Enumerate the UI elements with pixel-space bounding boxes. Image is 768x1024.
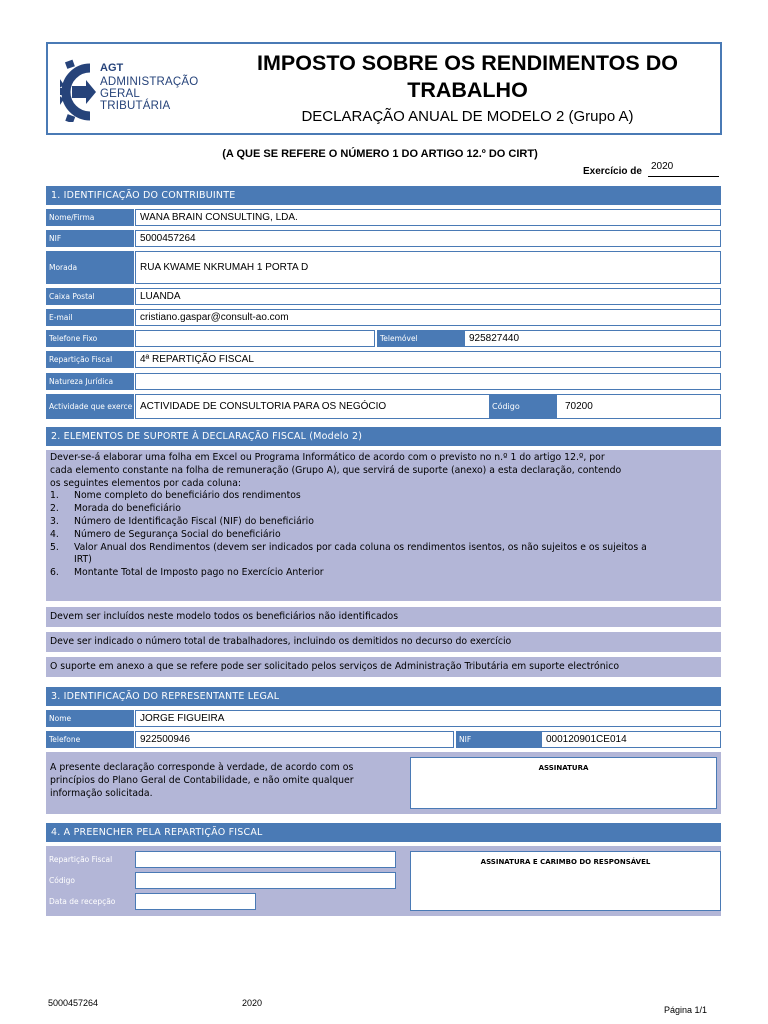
section-1-header: 1. IDENTIFICAÇÃO DO CONTRIBUINTE	[46, 186, 721, 205]
list-item: 4. Número de Segurança Social do beneficiário	[50, 528, 281, 540]
email-label: E-mail	[46, 309, 134, 326]
tax-office-label: Repartição Fiscal	[46, 351, 134, 368]
phone-label: Telefone Fixo	[46, 330, 134, 347]
exercise-label: Exercício de	[583, 166, 642, 177]
postal-box-label: Caixa Postal	[46, 288, 134, 305]
footer-nif: 5000457264	[48, 998, 99, 1008]
activity-label: Actividade que exerce	[46, 394, 134, 419]
office-use-tax-office-field[interactable]	[135, 851, 396, 868]
section-4-header: 4. A PREENCHER PELA REPARTIÇÃO FISCAL	[46, 823, 721, 842]
page-title: IMPOSTO SOBRE OS RENDIMENTOS DO TRABALHO	[257, 51, 678, 102]
code-label: Código	[489, 395, 557, 418]
gear-icon	[60, 58, 100, 122]
email-field[interactable]: cristiano.gaspar@consult-ao.com	[135, 309, 721, 326]
office-use-code-label: Código	[49, 876, 76, 885]
exercise-year[interactable]: 2020	[651, 161, 674, 172]
exercise-underline	[648, 176, 719, 177]
list-item: 3. Número de Identificação Fiscal (NIF) do beneficiário	[50, 515, 314, 527]
name-field[interactable]: WANA BRAIN CONSULTING, LDA.	[135, 209, 721, 226]
rep-phone-label: Telefone	[46, 731, 134, 748]
list-item: 1. Nome completo do beneficiário dos rendimentos	[50, 490, 301, 502]
name-label: Nome/Firma	[46, 209, 134, 226]
tax-office-field[interactable]: 4ª REPARTIÇÃO FISCAL	[135, 351, 721, 368]
address-label: Morada	[46, 251, 134, 284]
address-field[interactable]: RUA KWAME NKRUMAH 1 PORTA D	[135, 251, 721, 284]
signature-label: ASSINATURA	[538, 764, 589, 772]
declaration-text: A presente declaração corresponde à verdade, de acordo com os princípios do Plano Geral de Contabilidade, e não omite qualquer informação solicitada.	[50, 762, 354, 799]
phone-field[interactable]	[135, 330, 375, 347]
logo-org-name: ADMINISTRAÇÃO GERAL TRIBUTÁRIA	[100, 76, 199, 112]
article-reference: (A QUE SE REFERE O NÚMERO 1 DO ARTIGO 12.º DO CIRT)	[222, 148, 538, 160]
responsible-signature-box[interactable]	[410, 851, 721, 911]
section-2-header: 2. ELEMENTOS DE SUPORTE À DECLARAÇÃO FISCAL (Modelo 2)	[46, 427, 721, 446]
legal-nature-label: Natureza Jurídica	[46, 373, 134, 390]
office-use-code-field[interactable]	[135, 872, 396, 889]
activity-field[interactable]: ACTIVIDADE DE CONSULTORIA PARA OS NEGÓCIO	[135, 394, 721, 419]
responsible-signature-label: ASSINATURA E CARIMBO DO RESPONSÁVEL	[480, 858, 651, 866]
rep-name-field[interactable]: JORGE FIGUEIRA	[135, 710, 721, 727]
logo-acronym: AGT	[100, 62, 124, 74]
list-item: 5. Valor Anual dos Rendimentos (devem ser indicados por cada coluna os rendimentos isentos, os não sujeitos e os sujeitos a	[50, 541, 647, 553]
mobile-label: Telemóvel	[377, 330, 464, 347]
note-total-workers: Deve ser indicado o número total de trabalhadores, incluindo os demitidos no decurso do exercício	[46, 632, 721, 652]
list-item: IRT)	[74, 554, 92, 566]
code-field[interactable]: 70200	[561, 396, 661, 417]
list-item: 6. Montante Total de Imposto pago no Exercício Anterior	[50, 567, 324, 579]
rep-nif-label: NIF	[456, 731, 541, 748]
section-3-header: 3. IDENTIFICAÇÃO DO REPRESENTANTE LEGAL	[46, 687, 721, 706]
page-number: Página 1/1	[664, 1005, 708, 1015]
rep-nif-field[interactable]: 000120901CE014	[541, 731, 721, 748]
rep-name-label: Nome	[46, 710, 134, 727]
rep-phone-field[interactable]: 922500946	[135, 731, 454, 748]
nif-label: NIF	[46, 230, 134, 247]
note-unidentified-beneficiaries: Devem ser incluídos neste modelo todos os beneficiários não identificados	[46, 607, 721, 627]
nif-field[interactable]: 5000457264	[135, 230, 721, 247]
list-item: 2. Morada do beneficiário	[50, 503, 181, 515]
office-use-tax-office-label: Repartição Fiscal	[49, 855, 113, 864]
signature-box[interactable]	[410, 757, 717, 809]
mobile-field[interactable]: 925827440	[464, 330, 721, 347]
legal-nature-field[interactable]	[135, 373, 721, 390]
footer-year: 2020	[242, 998, 263, 1008]
reception-date-label: Data de recepção	[49, 897, 116, 906]
reception-date-field[interactable]	[135, 893, 256, 910]
note-electronic-support: O suporte em anexo a que se refere pode ser solicitado pelos serviços de Administração Tributária em suporte electrónico	[46, 657, 721, 677]
postal-box-field[interactable]: LUANDA	[135, 288, 721, 305]
support-instructions: Dever-se-á elaborar uma folha em Excel ou Programa Informático de acordo com o previsto no n.º 1 do artigo 12.º, por cada elemento constante na folha de remuneração (Grupo A), que servirá de suporte (anexo) a esta declaração, contendo os seguintes elementos por cada coluna: 1. Nome completo do beneficiário dos rendimentos 2. Morada do beneficiário 3. Número de Identificação Fiscal (NIF) do beneficiário 4. Número de Segurança Social do beneficiário 5. Valor Anual dos Rendimentos (devem ser indicados por cada coluna os rendimentos isentos, os não sujeitos e os sujeitos a IRT) 6. Montante Total de Imposto pago no Exercício Anterior	[46, 450, 721, 601]
agt-logo	[60, 56, 210, 126]
page-subtitle: DECLARAÇÃO ANUAL DE MODELO 2 (Grupo A)	[301, 108, 634, 125]
